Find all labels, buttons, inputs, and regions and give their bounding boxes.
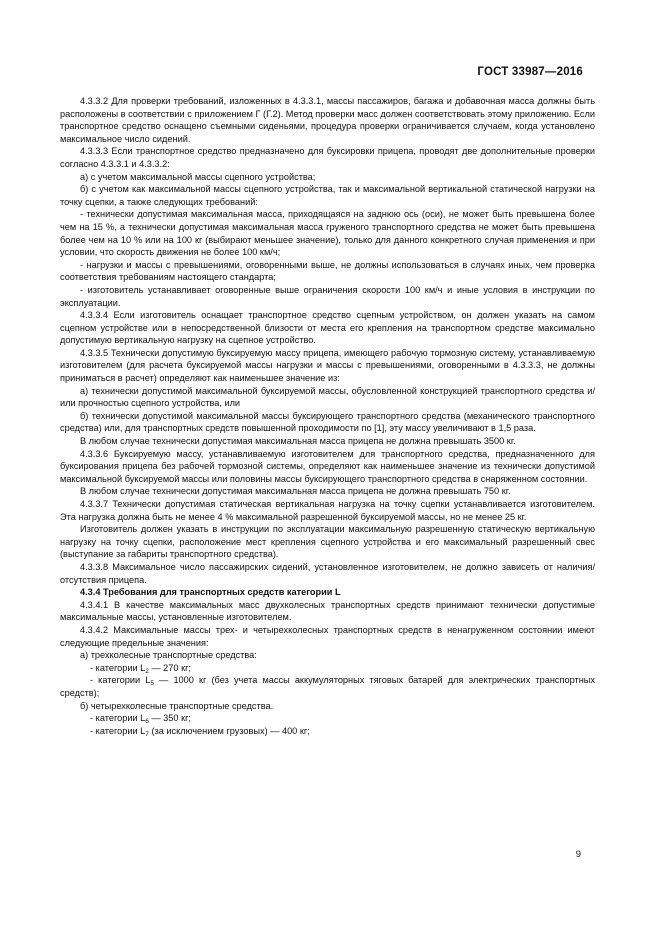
section-heading-4-3-4: 4.3.4 Требования для транспортных средств категории L bbox=[80, 587, 341, 598]
document-body bbox=[60, 95, 595, 737]
paragraph-4-3-3-7: 4.3.3.7 Технически допустимая статическая вертикальная нагрузка на точку сцепки устанавливается изготовителем. Эта нагрузка должна быть не менее 4 % максимальной разрешенной буксируемой массы, но не менее 25 кг. bbox=[60, 499, 595, 522]
paragraph-4-3-4-2: 4.3.4.2 Максимальные массы трех- и четырехколесных транспортных средств в ненагруженном состоянии имеют следующие предельные значения: bbox=[60, 624, 595, 648]
list-item: - технически допустимая максимальная масса, приходящаяся на заднюю ось (оси), не может быть превышена более чем на 15 %, а технически допустимая максимальная масса груженого транспортного средства не может быть превышена более чем на 10 % или на 100 кг (выбирают меньшее значение), только для данного конкретного случая применения и при условии, что скорость движения не более 100 км/ч; bbox=[60, 209, 595, 258]
paragraph-4-3-3-3: 4.3.3.3 Если транспортное средство предназначено для буксировки прицепа, проводят две дополнительные проверки согласно 4.3.3.1 и 4.3.3.2: bbox=[60, 146, 595, 169]
list-item: б) технически допустимой максимальной массы буксирующего транспортного средства (механического транспортного средства) или, для транспортных средств повышенной проходимости по [1], эту массу увеличивают в 1,5 раза. bbox=[60, 410, 595, 434]
paragraph-4-3-3-4: 4.3.3.4 Если изготовитель оснащает транспортное средство сцепным устройством, он должен указать на самом сцепном устройстве или в непосредственной близости от места его крепления на транспортном средстве максимально допустимую вертикальную нагрузку на сцепное устройство. bbox=[60, 310, 595, 346]
paragraph-text: В любом случае технически допустимая максимальная масса прицепа не должна превышать 750 кг. bbox=[80, 486, 511, 497]
list-item: - категории $L_5$ — 1000 кг (без учета массы аккумуляторных тяговых батарей для электрических транспортных средств); bbox=[60, 675, 595, 698]
document-header: ГОСТ 33987—2016 bbox=[477, 66, 583, 78]
paragraph-4-3-3-8: 4.3.3.8 Максимальное число пассажирских сидений, установленное изготовителем, не должно зависеть от наличия/отсутствия прицепа. bbox=[60, 561, 595, 585]
list-item: - категории $L_6$ — 350 кг; bbox=[90, 713, 191, 726]
list-item: а) технически допустимой максимальной буксируемой массы, обусловленной конструкцией транспортного средства и/или прочностью сцепного устройства, или bbox=[60, 385, 595, 409]
list-item: б) четырехколесные транспортные средства. bbox=[80, 700, 274, 711]
paragraph-text: В любом случае технически допустимая максимальная масса прицепа не должна превышать 3500 кг. bbox=[80, 436, 516, 447]
list-item: - категории $L_7$ (за исключением грузовых) — 400 кг; bbox=[90, 725, 310, 738]
list-item: - категории $L_2$ — 270 кг; bbox=[90, 662, 191, 675]
paragraph-4-3-3-6: 4.3.3.6 Буксируемую массу, устанавливаемую изготовителем для транспортного средства, предназначенного для буксирования прицепа без рабочей тормозной системы, определяют как наименьшее значение из технически допустимой максимальной буксируемой массы или половины массы буксирующего транспортного средства в снаряженном состоянии. bbox=[60, 448, 595, 484]
paragraph-4-3-3-2: 4.3.3.2 Для проверки требований, изложенных в 4.3.3.1, массы пассажиров, багажа и добавочная масса должны быть расположены в соответствии с приложением Г (Г.2). Метод проверки масс должен соответствовать этому приложению. Если транспортное средство оснащено съемными сиденьями, процедура проверки ограничивается случаем, когда установлено максимальное число сидений. bbox=[60, 96, 595, 144]
list-item: б) с учетом как максимальной массы сцепного устройства, так и максимальной вертикальной статической нагрузки на точку сцепки, а также следующих требований: bbox=[60, 184, 595, 207]
list-item: а) с учетом максимальной массы сцепного устройства; bbox=[80, 171, 316, 182]
paragraph-4-3-3-5: 4.3.3.5 Технически допустимую буксируемую массу прицепа, имеющего рабочую тормозную систему, устанавливаемую изготовителем (для расчета буксируемой массы нагрузки и массы с превышениями, оговоренными в 4.3.3.3, не должны приниматься в расчет) определяют как наименьшее значение из: bbox=[60, 347, 595, 384]
paragraph-4-3-4-1: 4.3.4.1 В качестве максимальных масс двухколесных транспортных средств принимают технически допустимые максимальные массы, установленные изготовителем. bbox=[60, 599, 595, 623]
page-number: 9 bbox=[575, 849, 581, 860]
list-item: - изготовитель устанавливает оговоренные выше ограничения скорости 100 км/ч и иные условия в инструкции по эксплуатации. bbox=[60, 284, 595, 308]
list-item: а) трехколесные транспортные средства: bbox=[80, 650, 257, 661]
list-item: - нагрузки и массы с превышениями, оговоренными выше, не должны использоваться в случаях иных, чем проверка соответствия требованиям настоящего стандарта; bbox=[60, 259, 595, 283]
paragraph-text: Изготовитель должен указать в инструкции по эксплуатации максимальную разрешенную статическую вертикальную нагрузку на точку сцепки, расположение мест крепления сцепного устройства и его максимальный разрешенный свес (выступание за габариты транспортного средства). bbox=[60, 524, 595, 560]
